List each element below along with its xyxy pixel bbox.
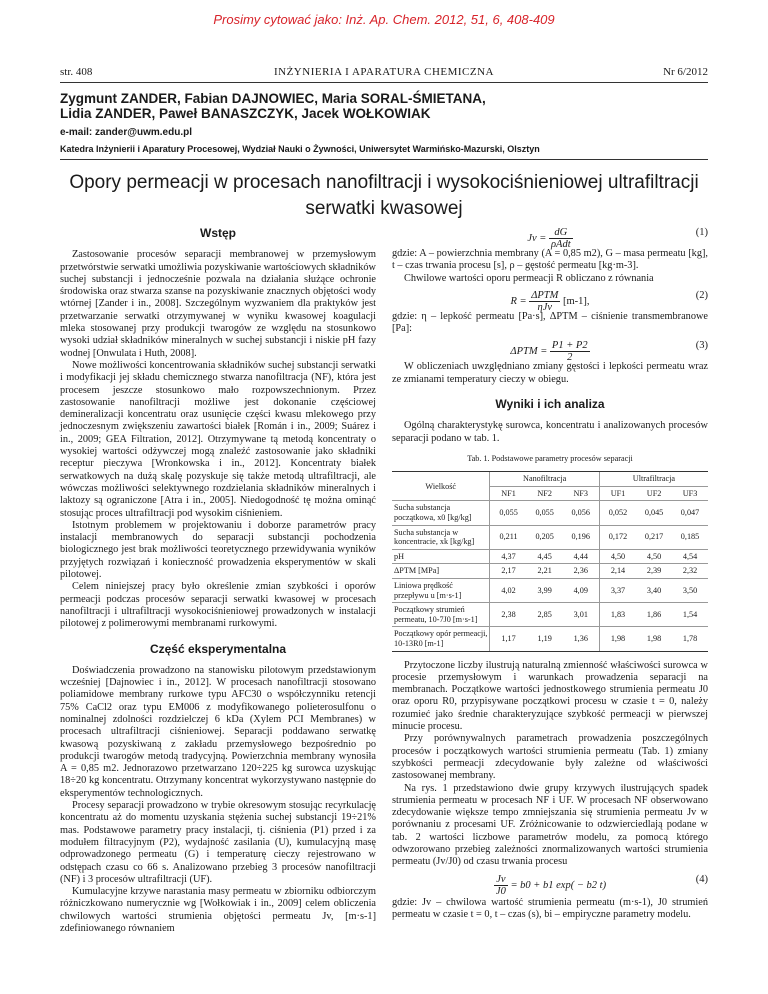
table-cell: 0,211 <box>490 525 527 549</box>
row-label: Sucha substancja w koncentracie, xk [kg/kg] <box>392 525 490 549</box>
intro-paragraph-1: Zastosowanie procesów separacji membranowej w przemysłowym przetwórstwie serwatki umożliwia pozyskiwanie wartościowych składników suchej substancji i jednocześnie pozwala na działania służące ochronie środowiska oraz stwarza szanse na pozyskiwanie znacznych objętości wody wtórnej [Zander i in., 2008]. Szczególnym wyzwaniem dla praktyków jest przetwarzanie serwatki otrzymywanej w wyniku kwasowej koagulacji mleka stosowanej przy produkcji twarogów ze względu na stosunkowo wysoki udział składników mineralnych w suchej substancji i niskie pH fazy wodnej [Onwulata i Huth, 2008]. <box>60 249 376 359</box>
eq3-numerator: P1 + P2 <box>551 340 588 352</box>
title-line-2: serwatki kwasowej <box>305 198 463 219</box>
eq3-description: W obliczeniach uwzględniano zmiany gęstości i lepkości permeatu wraz ze zmianami temperatury cieczy w obiegu. <box>392 361 708 385</box>
table-cell: 0,047 <box>672 501 708 525</box>
affiliation: Katedra Inżynierii i Aparatury Procesowej, Wydział Nauki o Żywności, Uniwersytet Warmińsko-Mazurski, Olsztyn <box>60 144 540 154</box>
table-cell: 1,98 <box>636 627 672 651</box>
table-header-row <box>392 472 708 487</box>
right-column <box>392 222 708 921</box>
results-paragraph-4: Na rys. 1 przedstawiono dwie grupy krzywych ilustrujących spadek strumienia permeatu w procesach NF i UF. W procesach NF obserwowano zdecydowanie większe tempo zmniejszania się strumienia permeatu Jv w porównaniu z procesami UF. Zróżnicowanie to odzwierciedlają podane w tab. 2 wartości liczbowe parametrów modelu, za pomocą którego odwzorowano przebieg zależności znormalizowanych wartości strumienia permeatu (Jv/J0) od czasu trwania procesu <box>392 782 708 868</box>
table-cell: 2,32 <box>672 564 708 579</box>
eq1-denominator: ρAdt <box>551 239 571 250</box>
equation-1 <box>392 222 708 248</box>
eq2-numerator: ΔPTM <box>531 289 559 301</box>
table-cell: 3,37 <box>599 579 636 603</box>
col-header: NF2 <box>527 486 563 501</box>
table-cell: 2,21 <box>527 564 563 579</box>
table-row <box>392 501 708 525</box>
eq3-fraction <box>550 340 590 363</box>
eq1-description: gdzie: A – powierzchnia membrany (A = 0,85 m2), G – masa permeatu [kg], t – czas trwania procesu [s], ρ – gęstość permeatu [kg·m-3]. <box>392 248 708 272</box>
author-line-1: Zygmunt ZANDER, Fabian DAJNOWIEC, Maria SORAL-ŚMIETANA, <box>60 91 486 106</box>
contact-email[interactable]: e-mail: zander@uwm.edu.pl <box>60 127 192 138</box>
equation-3 <box>392 335 708 364</box>
eq4-fraction <box>494 874 508 897</box>
row-label: ΔPTM [MPa] <box>392 564 490 579</box>
table-row <box>392 525 708 549</box>
table-row <box>392 549 708 564</box>
table-cell: 4,09 <box>563 579 600 603</box>
eq3-lhs: ΔPTM = <box>510 346 548 358</box>
table-caption: Tab. 1. Podstawowe parametry procesów separacji <box>467 453 633 463</box>
table-cell: 0,045 <box>636 501 672 525</box>
section-heading-intro: Wstęp <box>200 226 236 240</box>
table-row <box>392 579 708 603</box>
eq4-number: (4) <box>695 873 708 885</box>
col-header: UF3 <box>672 486 708 501</box>
equation-2 <box>392 285 708 311</box>
eq4-rhs: = b0 + b1 exp( − b2 t) <box>510 879 607 891</box>
table-cell: 4,50 <box>599 549 636 564</box>
experimental-paragraph-3: Kumulacyjne krzywe narastania masy permeatu w zbiorniku odbiorczym różniczkowano numerycznie wg [Wołkowiak i in., 2009] celem obliczenia chwilowych wartości strumienia objętości permeatu Jv, [m·s-1] zdefiniowanego równaniem <box>60 886 376 935</box>
table-cell: 2,36 <box>563 564 600 579</box>
table-cell: 2,85 <box>527 603 563 627</box>
table-row <box>392 564 708 579</box>
table-row <box>392 627 708 651</box>
row-label: Liniowa prędkość przepływu u [m·s-1] <box>392 579 490 603</box>
table-cell: 3,99 <box>527 579 563 603</box>
header-nanofiltration: Nanofiltracja <box>490 472 599 487</box>
table-cell: 2,38 <box>490 603 527 627</box>
left-column <box>60 222 376 935</box>
table-cell: 4,54 <box>672 549 708 564</box>
eq4-denominator: J0 <box>495 885 506 897</box>
citation-note: Prosimy cytować jako: Inż. Ap. Chem. 2012, 51, 6, 408-409 <box>213 12 555 27</box>
header-ultrafiltration: Ultrafiltracja <box>599 472 708 487</box>
eq2-description: gdzie: η – lepkość permeatu [Pa·s], ΔPTM – ciśnienie transmembranowe [Pa]: <box>392 310 708 335</box>
results-paragraph-2: Przytoczone liczby ilustrują naturalną zmienność właściwości surowca w procesie przemysłowym i warunkach prowadzenia separacji na membranach. Początkowe wartości jednostkowego strumienia permeatu J0 oraz oporu R0, przypisywane początkowi procesu w czasie t = 0, należy rozumieć jako średnie charakteryzujące szybkość permeacji w pierwszej minucie procesu. <box>392 659 708 733</box>
eq4-description: gdzie: Jv – chwilowa wartość strumienia permeatu (m·s-1), J0 strumień permeatu w czasie t = 0, t – czas (s), bi – empiryczne parametry modelu. <box>392 896 708 920</box>
eq2-unit: [m-1], <box>563 295 590 307</box>
paper-title <box>60 170 708 222</box>
table-cell: 0,055 <box>490 501 527 525</box>
table-cell: 4,45 <box>527 549 563 564</box>
equation-4 <box>392 869 708 897</box>
table-cell: 1,17 <box>490 627 527 651</box>
table-body <box>392 501 708 651</box>
table-cell: 1,83 <box>599 603 636 627</box>
table-cell: 4,44 <box>563 549 600 564</box>
eq3-denominator: 2 <box>567 352 573 364</box>
col-header: NF3 <box>563 486 600 501</box>
table-cell: 0,185 <box>672 525 708 549</box>
table-cell: 1,86 <box>636 603 672 627</box>
eq1-fraction <box>549 227 573 250</box>
eq3-number: (3) <box>695 340 708 352</box>
author-line-2: Lidia ZANDER, Paweł BANASZCZYK, Jacek WOŁKOWIAK <box>60 106 431 121</box>
table-cell: 1,78 <box>672 627 708 651</box>
table-cell: 1,54 <box>672 603 708 627</box>
table-cell: 2,17 <box>490 564 527 579</box>
eq2-number: (2) <box>695 289 708 301</box>
section-heading-results: Wyniki i ich analiza <box>495 397 605 412</box>
section-heading-experimental: Część eksperymentalna <box>149 641 287 656</box>
intro-paragraph-2: Nowe możliwości koncentrowania składników suchej substancji serwatki i modyfikacji jej składu chemicznego stwarza nanofiltracja (NF), która jest procesem jeszcze stosunkowo mało rozpowszechnionym. Przez zastosowanie nanofiltracji możliwe jest dokonanie częściowej demineralizacji koncentratu oraz usunięcie części kwasu mlekowego przy jednoczesnym zwiększeniu zawartości białek [Román i in., 2009; Suárez i in., 2009; GEA Filtration, 2012]. Otrzymywane tą metodą koncentraty o wysokiej wartości odżywczej mogą znaleźć zastosowanie jako składniki receptur pieczywa [Wronkowska i in., 2012]. Koncentraty białek serwatkowych na dużą skalę pozyskuje się także metodą ultrafiltracji, ale wówczas możliwości selektywnego rozdzielania składników mineralnych i laktozy są ograniczone [Atra i in., 2005]. Niedogodność tę można ominąć stosując proces ultrafiltracji pod wysokim ciśnieniem. <box>60 359 376 519</box>
eq2-intro: Chwilowe wartości oporu permeacji R obliczano z równania <box>404 272 654 284</box>
table-cell: 0,172 <box>599 525 636 549</box>
eq1-lhs: Jv = <box>527 232 547 244</box>
table-cell: 3,01 <box>563 603 600 627</box>
table-row <box>392 603 708 627</box>
row-label: Początkowy opór permeacji, 10-13R0 [m-1] <box>392 627 490 651</box>
title-line-1: Opory permeacji w procesach nanofiltracji i wysokociśnieniowej ultrafiltracji <box>69 172 699 193</box>
table-cell: 2,39 <box>636 564 672 579</box>
author-list <box>60 91 486 121</box>
table-cell: 0,056 <box>563 501 600 525</box>
row-label: pH <box>392 549 490 564</box>
results-paragraph-3: Przy porównywalnych parametrach prowadzenia poszczególnych procesów i początkowych wartości strumienia permeatu (Tab. 1) zmiany szybkości permeacji zdecydowanie były zależne od właściwości zastosowanej membrany. <box>392 733 708 782</box>
header-quantity: Wielkość <box>392 472 490 501</box>
col-header: UF2 <box>636 486 672 501</box>
table-cell: 4,50 <box>636 549 672 564</box>
row-label: Sucha substancja początkowa, x0 [kg/kg] <box>392 501 490 525</box>
table-cell: 4,02 <box>490 579 527 603</box>
table-cell: 0,052 <box>599 501 636 525</box>
table-cell: 0,217 <box>636 525 672 549</box>
header-divider <box>60 82 708 83</box>
affiliation-divider <box>60 159 708 160</box>
eq2-fraction <box>529 290 560 313</box>
eq2-denominator: ηJv <box>537 301 553 313</box>
parameters-table <box>392 471 708 651</box>
intro-paragraph-4: Celem niniejszej pracy było określenie zmian szybkości i oporów permeacji podczas procesów separacji serwatki kwasowej w procesach nanofiltracji i ultrafiltracji wysokociśnieniowej prowadzonych w instalacji pilotowej z polimerowymi membranami rurkowymi. <box>60 581 376 630</box>
row-label: Początkowy strumień permeatu, 10-7J0 [m·s-1] <box>392 603 490 627</box>
issue-number: Nr 6/2012 <box>663 66 708 78</box>
eq4-numerator: Jv <box>494 874 508 886</box>
table-cell: 1,19 <box>527 627 563 651</box>
col-header: UF1 <box>599 486 636 501</box>
experimental-paragraph-1: Doświadczenia prowadzono na stanowisku pilotowym przedstawionym wcześniej [Dajnowiec i in., 2012]. W procesach nanofiltracji stosowano poliamidowe membrany rurkowe typu AFC30 o współczynniku retencji 75% CaCl2 oraz typu EM006 z modyfikowanego polieterosulfonu o nominalnej zdolności rozdzielczej 6 kDa (Xylem PCI Membranes) w procesach ultrafiltracji ciśnieniowej. Separacji poddawano serwatkę kwasową pozyskiwaną z zakładu przemysłowego bezpośrednio po produkcji twarogów metodą tradycyjną. Powierzchnia membrany wynosiła A = 0,85 m2. Jednorazowo przetwarzano 120÷225 kg surowca uzyskując 18÷20 kg koncentratu. Otrzymany koncentrat wykorzystywano następnie do eksperymentów technologicznych. <box>60 664 376 799</box>
table-cell: 2,14 <box>599 564 636 579</box>
experimental-paragraph-2: Procesy separacji prowadzono w trybie okresowym stosując recyrkulację koncentratu aż do momentu uzyskania stężenia suchej substancji 19÷21% mas. Podstawowe parametry pracy instalacji, tj. ciśnienia (P1) przed i za modułem filtracyjnym (P2), wydajność zasilania (U), kumulacyjną masę odprowadzonego permeatu (G) i temperaturę cieczy rejestrowano w odstępach czasu co 66 s. Analizowano przebieg 3 procesów nanofiltracji (NF) i 3 procesów ultrafiltracji (UF). <box>60 800 376 885</box>
table-cell: 0,055 <box>527 501 563 525</box>
col-header: NF1 <box>490 486 527 501</box>
table-cell: 3,40 <box>636 579 672 603</box>
intro-paragraph-3: Istotnym problemem w projektowaniu i doborze parametrów pracy instalacji membranowych do separacji substancji pochodzenia biologicznego jest brak możliwości teoretycznego przewidywania wyników przyjętych rozwiązań i konieczność prowadzenia eksperymentów w skali pilotowej. <box>60 519 376 581</box>
page-number: str. 408 <box>60 66 93 78</box>
eq2-lhs: R = <box>510 295 527 307</box>
table-cell: 0,196 <box>563 525 600 549</box>
table-cell: 4,37 <box>490 549 527 564</box>
table-cell: 0,205 <box>527 525 563 549</box>
journal-name: INŻYNIERIA I APARATURA CHEMICZNA <box>273 66 495 78</box>
table-cell: 3,50 <box>672 579 708 603</box>
eq1-numerator: dG <box>549 227 573 239</box>
eq1-number: (1) <box>695 227 708 238</box>
results-paragraph-1: Ogólną charakterystykę surowca, koncentratu i analizowanych procesów separacji podano w tab. 1. <box>392 420 708 444</box>
table-cell: 1,36 <box>563 627 600 651</box>
table-cell: 1,98 <box>599 627 636 651</box>
